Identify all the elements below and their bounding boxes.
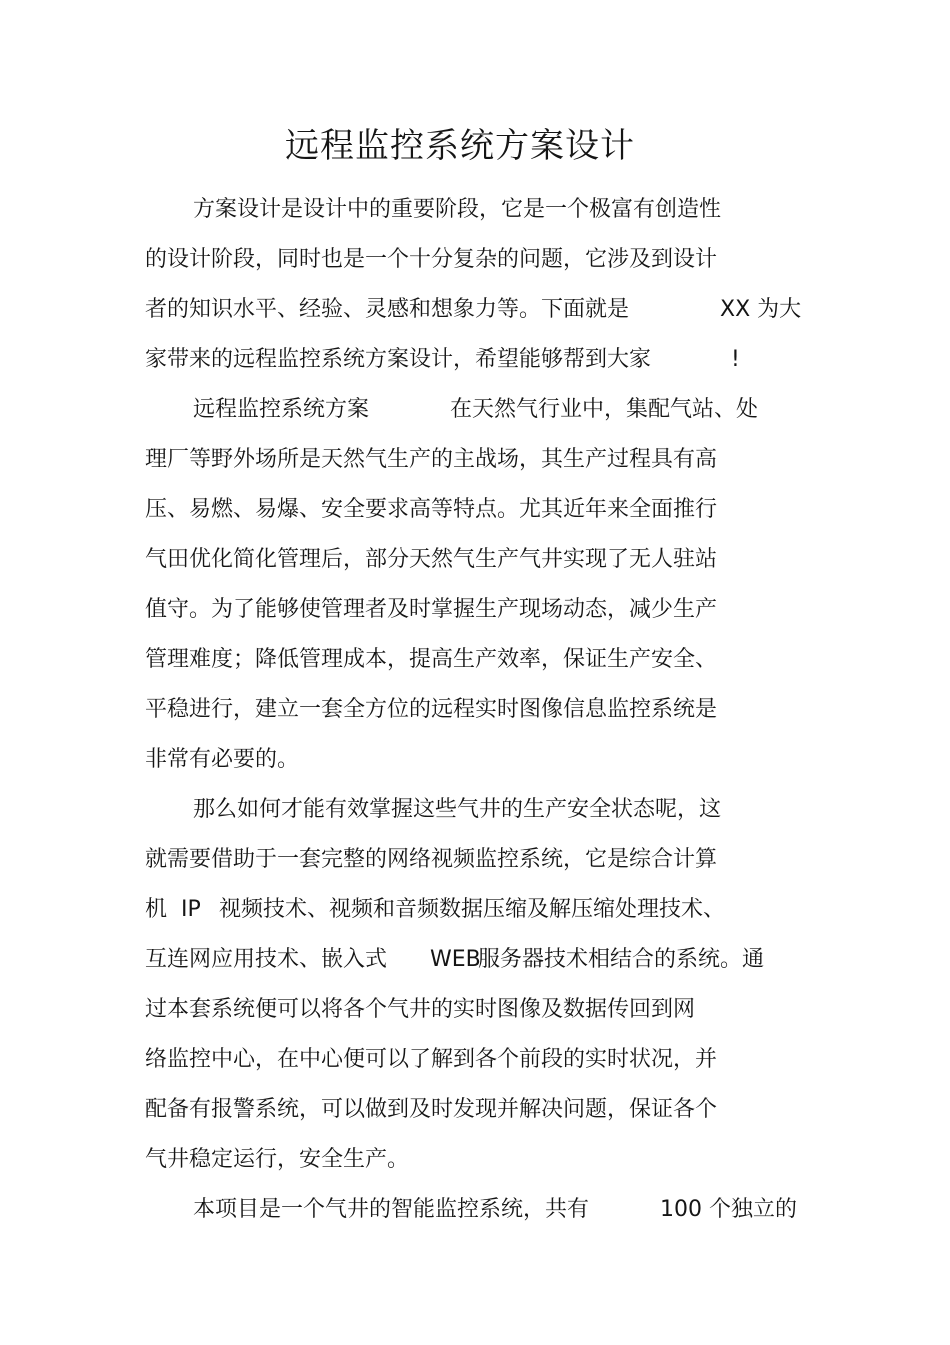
text-segment: 理厂等野外场所是天然气生产的主战场，其生产过程具有高: [145, 447, 718, 472]
text-segment: 络监控中心，在中心便可以了解到各个前段的实时状况，并: [145, 1047, 718, 1072]
document-title: 远程监控系统方案设计: [285, 126, 635, 166]
text-segment: 的设计阶段，同时也是一个十分复杂的问题，它涉及到设计: [145, 247, 718, 272]
text-segment: 者的知识水平、经验、灵感和想象力等。下面就是: [145, 297, 630, 322]
text-segment: 非常有必要的。: [145, 747, 300, 772]
text-segment: 气田优化简化管理后，部分天然气生产气井实现了无人驻站: [145, 547, 718, 572]
text-segment: 机: [145, 897, 168, 922]
text-segment: WEB: [430, 947, 481, 972]
text-segment: 在天然气行业中，集配气站、处: [450, 397, 759, 422]
text-segment: 压、易燃、易爆、安全要求高等特点。尤其近年来全面推行: [145, 497, 718, 522]
text-segment: 互连网应用技术、嵌入式: [145, 947, 388, 972]
text-segment: 气井稳定运行，安全生产。: [145, 1147, 410, 1172]
text-segment: 就需要借助于一套完整的网络视频监控系统，它是综合计算: [145, 847, 718, 872]
text-segment: 视频技术、视频和音频数据压缩及解压缩处理技术、: [219, 897, 726, 922]
text-segment: !: [731, 347, 740, 372]
text-segment: 管理难度；降低管理成本，提高生产效率，保证生产安全、: [145, 647, 718, 672]
text-segment: 100 个独立的: [660, 1197, 797, 1222]
text-segment: 本项目是一个气井的智能监控系统，共有: [193, 1197, 590, 1222]
text-segment: 配备有报警系统，可以做到及时发现并解决问题，保证各个: [145, 1097, 718, 1122]
text-segment: 远程监控系统方案: [193, 397, 370, 422]
text-segment: 值守。为了能够使管理者及时掌握生产现场动态，减少生产: [145, 597, 718, 622]
text-segment: 家带来的远程监控系统方案设计，希望能够帮到大家: [145, 347, 652, 372]
text-segment: IP: [181, 897, 201, 922]
text-segment: 平稳进行，建立一套全方位的远程实时图像信息监控系统是: [145, 697, 718, 722]
text-segment: 过本套系统便可以将各个气井的实时图像及数据传回到网: [145, 997, 696, 1022]
text-segment: 方案设计是设计中的重要阶段，它是一个极富有创造性: [193, 197, 722, 222]
text-segment: 服务器技术相结合的系统。通: [478, 947, 765, 972]
text-segment: XX 为大: [720, 297, 802, 322]
text-segment: 那么如何才能有效掌握这些气井的生产安全状态呢，这: [193, 797, 722, 822]
